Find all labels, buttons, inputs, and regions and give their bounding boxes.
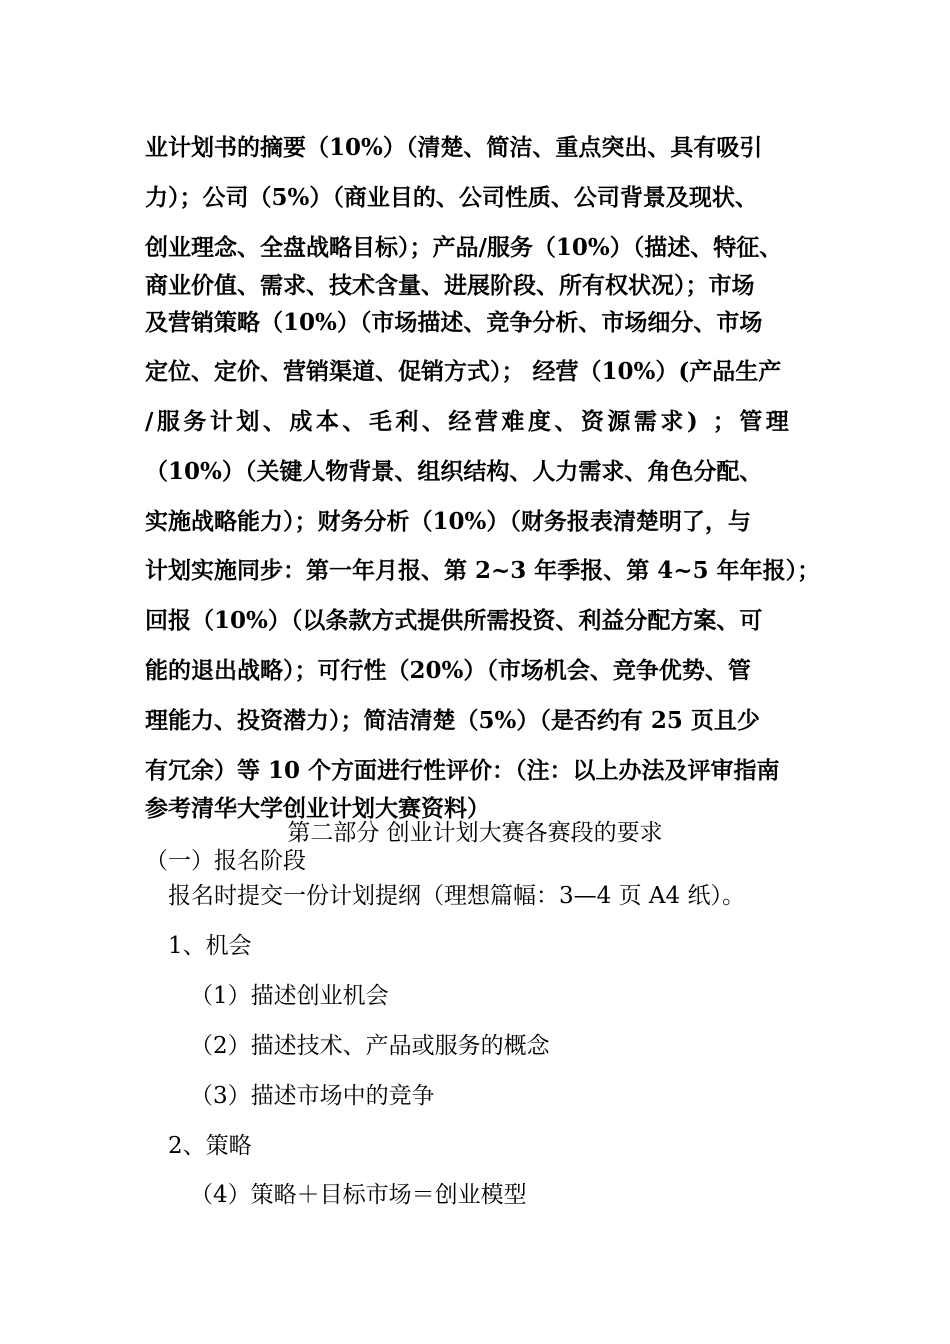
paragraph-line-14: 有冗余）等 10 个方面进行性评价：（注：以上办法及评审指南 (145, 757, 780, 784)
paragraph-line-1: 业计划书的摘要（10%）（清楚、简洁、重点突出、具有吸引 (145, 134, 763, 161)
sub-item-4: （4）策略＋目标市场＝创业模型 (190, 1182, 527, 1208)
paragraph-line-7: /服务计划、成本、毛利、经营难度、资源需求) ；管理 (145, 408, 793, 435)
paragraph-line-13: 理能力、投资潜力）；简洁清楚（5%）（是否约有 25 页且少 (145, 707, 760, 734)
paragraph-line-15: 参考清华大学创业计划大赛资料） (145, 795, 490, 822)
paragraph-line-11: 回报（10%）（以条款方式提供所需投资、利益分配方案、可 (145, 607, 763, 634)
paragraph-line-3: 创业理念、全盘战略目标）；产品/服务（10%）（描述、特征、 (145, 234, 783, 261)
paragraph-line-12: 能的退出战略）；可行性（20%）（市场机会、竞争优势、管 (145, 657, 751, 684)
item-opportunity: 1、机会 (168, 933, 252, 959)
paragraph-line-2: 力）；公司（5%）（商业目的、公司性质、公司背景及现状、 (145, 184, 758, 211)
paragraph-line-4: 商业价值、需求、技术含量、进展阶段、所有权状况）；市场 (145, 272, 755, 299)
stage-intro: 报名时提交一份计划提纲（理想篇幅：3—4 页 A4 纸）。 (168, 883, 745, 909)
section-title: 第二部分 创业计划大赛各赛段的要求 (287, 820, 663, 846)
stage-title: （一）报名阶段 (145, 848, 306, 874)
paragraph-line-5: 及营销策略（10%）（市场描述、竞争分析、市场细分、市场 (145, 309, 763, 336)
sub-item-2: （2）描述技术、产品或服务的概念 (190, 1033, 550, 1059)
sub-item-3: （3）描述市场中的竞争 (190, 1083, 435, 1109)
paragraph-line-10: 计划实施同步：第一年月报、第 2~3 年季报、第 4~5 年年报）； (145, 557, 821, 584)
paragraph-line-8: （10%）（关键人物背景、组织结构、人力需求、角色分配、 (145, 458, 763, 485)
paragraph-line-6: 定位、定价、营销渠道、促销方式）； 经营（10%）(产品生产 (145, 358, 782, 385)
item-strategy: 2、策略 (168, 1133, 252, 1159)
paragraph-line-9: 实施战略能力）；财务分析（10%）（财务报表清楚明了，与 (145, 508, 751, 535)
sub-item-1: （1）描述创业机会 (190, 983, 389, 1009)
